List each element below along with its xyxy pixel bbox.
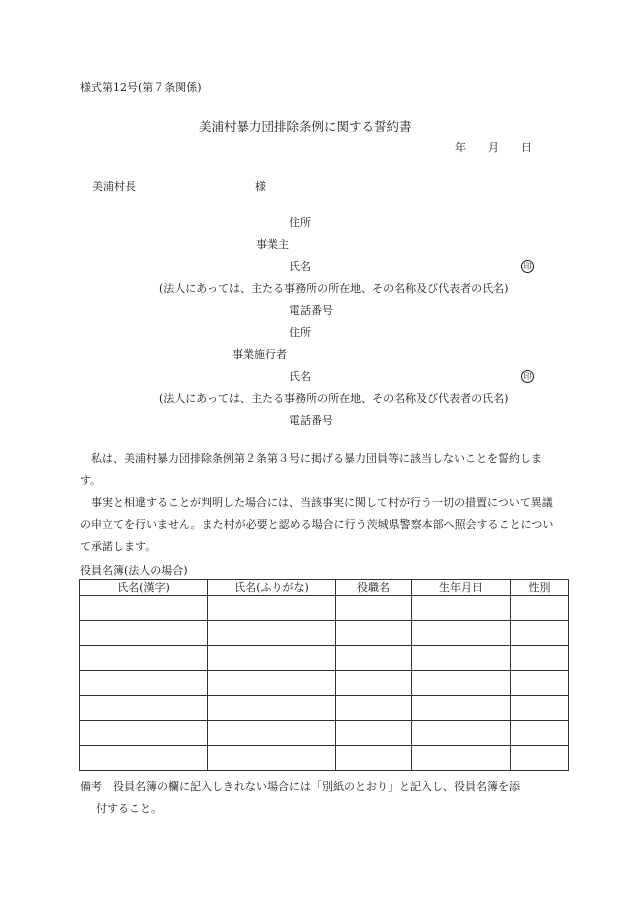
header-position: 役職名 (336, 580, 412, 596)
document-title: 美浦村暴力団排除条例に関する誓約書 (199, 119, 412, 134)
remarks (80, 776, 560, 820)
pledge-paragraph-2: 事実と相違することが判明した場合には、当該事実に関して村が行う一切の措置について異議の申立てを行いません。また村が必要と認める場合に行う茨城県警察本部へ照会することについて承諾します。 (80, 496, 554, 553)
cell-name-furigana[interactable] (208, 671, 336, 696)
table-row (80, 721, 569, 746)
officer-roster-table (79, 579, 569, 771)
cell-position[interactable] (336, 646, 412, 671)
contractor-address-label: 住所 (289, 326, 311, 339)
header-birthdate: 生年月日 (412, 580, 511, 596)
remarks-line-1 (80, 776, 560, 798)
contractor-seal-icon: 印 (521, 370, 534, 383)
table-row (80, 646, 569, 671)
roster-header-row (80, 580, 569, 596)
cell-gender[interactable] (511, 721, 569, 746)
contractor-corporate-note: (法人にあっては、主たる事務所の所在地、その名称及び代表者の氏名) (159, 392, 509, 405)
cell-position[interactable] (336, 746, 412, 771)
date-day: 日 (521, 141, 532, 154)
header-name-furigana: 氏名(ふりがな) (208, 580, 336, 596)
cell-birthdate[interactable] (412, 596, 511, 621)
cell-name-furigana[interactable] (208, 596, 336, 621)
table-row (80, 696, 569, 721)
date-month: 月 (488, 141, 499, 154)
cell-position[interactable] (336, 671, 412, 696)
cell-position[interactable] (336, 696, 412, 721)
remarks-line-2: 付すること。 (96, 802, 162, 815)
cell-birthdate[interactable] (412, 696, 511, 721)
owner-corporate-note: (法人にあっては、主たる事務所の所在地、その名称及び代表者の氏名) (159, 282, 509, 295)
cell-name-furigana[interactable] (208, 721, 336, 746)
cell-name-furigana[interactable] (208, 646, 336, 671)
cell-birthdate[interactable] (412, 721, 511, 746)
contractor-name-label: 氏名 (289, 370, 311, 383)
cell-gender[interactable] (511, 696, 569, 721)
pledge-paragraph-1: 私は、美浦村暴力団排除条例第２条第３号に掲げる暴力団員等に該当しないことを誓約します。 (80, 452, 542, 487)
cell-name-kanji[interactable] (80, 596, 208, 621)
table-row (80, 671, 569, 696)
cell-position[interactable] (336, 621, 412, 646)
addressee-honorific: 様 (255, 180, 266, 193)
owner-seal-icon: 印 (521, 260, 534, 273)
cell-gender[interactable] (511, 746, 569, 771)
owner-name-label: 氏名 (289, 260, 311, 273)
cell-birthdate[interactable] (412, 646, 511, 671)
cell-gender[interactable] (511, 646, 569, 671)
cell-name-kanji[interactable] (80, 746, 208, 771)
header-gender: 性別 (511, 580, 569, 596)
date-year: 年 (455, 141, 466, 154)
remarks-text-1: 役員名簿の欄に記入しきれない場合には「別紙のとおり」と記入し、役員名簿を添 (113, 780, 520, 793)
cell-name-kanji[interactable] (80, 621, 208, 646)
cell-gender[interactable] (511, 621, 569, 646)
owner-phone-label: 電話番号 (289, 304, 333, 317)
cell-birthdate[interactable] (412, 671, 511, 696)
cell-name-kanji[interactable] (80, 671, 208, 696)
roster-caption: 役員名簿(法人の場合) (80, 564, 188, 577)
remarks-label: 備考 (80, 780, 102, 793)
table-row (80, 621, 569, 646)
contractor-phone-label: 電話番号 (289, 414, 333, 427)
cell-name-kanji[interactable] (80, 646, 208, 671)
form-number: 様式第12号(第７条関係) (80, 81, 202, 94)
pledge-body (80, 448, 560, 558)
header-name-kanji: 氏名(漢字) (80, 580, 208, 596)
cell-position[interactable] (336, 721, 412, 746)
owner-role-label: 事業主 (256, 238, 289, 251)
owner-address-label: 住所 (289, 216, 311, 229)
cell-name-kanji[interactable] (80, 696, 208, 721)
addressee-name: 美浦村長 (92, 180, 136, 193)
cell-birthdate[interactable] (412, 746, 511, 771)
cell-name-furigana[interactable] (208, 621, 336, 646)
cell-gender[interactable] (511, 596, 569, 621)
contractor-role-label: 事業施行者 (232, 348, 287, 361)
cell-name-furigana[interactable] (208, 746, 336, 771)
cell-birthdate[interactable] (412, 621, 511, 646)
cell-position[interactable] (336, 596, 412, 621)
cell-name-kanji[interactable] (80, 721, 208, 746)
table-row (80, 596, 569, 621)
cell-gender[interactable] (511, 671, 569, 696)
table-row (80, 746, 569, 771)
cell-name-furigana[interactable] (208, 696, 336, 721)
